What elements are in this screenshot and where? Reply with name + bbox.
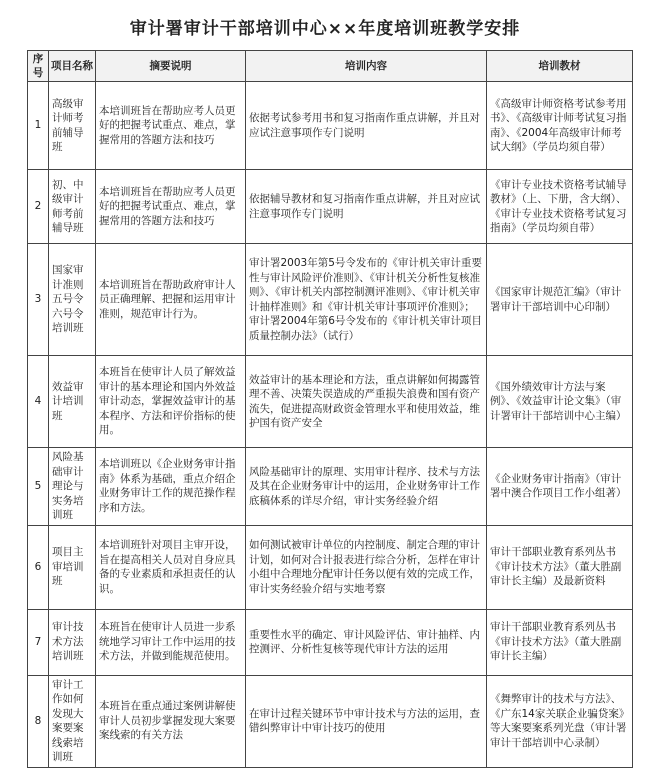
- table-row: [28, 675, 633, 767]
- row-index: 1: [28, 82, 49, 170]
- row-summary: 本班旨在重点通过案例讲解使审计人员初步掌握发现大案要案线索的有关方法: [96, 675, 246, 767]
- row-materials: 审计干部职业教育系列丛书《审计技术方法》（董大胜副审计长主编）: [487, 609, 633, 675]
- header-content: 培训内容: [246, 51, 487, 82]
- row-index: 4: [28, 356, 49, 448]
- row-materials: 《舞弊审计的技术与方法》、《广东14家关联企业骗贷案》等大案要案系列光盘（审计署审计干部培训中心录制）: [487, 675, 633, 767]
- table-row: [28, 356, 633, 448]
- page-title: 审计署审计干部培训中心××年度培训班教学安排: [129, 19, 521, 39]
- row-materials: 《国家审计规范汇编》（审计署审计干部培训中心印制）: [487, 244, 633, 356]
- header-project: 项目名称: [49, 51, 96, 82]
- row-materials: 《审计专业技术资格考试辅导教材》（上、下册，含大纲）、《审计专业技术资格考试复习指南》（学员均须自带）: [487, 170, 633, 244]
- table-row: [28, 609, 633, 675]
- row-summary: 本培训班旨在帮助政府审计人员正确理解、把握和运用审计准则，规范审计行为。: [96, 244, 246, 356]
- row-project: 高级审计师考前辅导班: [49, 82, 96, 170]
- row-project: 项目主审培训班: [49, 525, 96, 609]
- row-content: 效益审计的基本理论和方法，重点讲解如何揭露管理不善、决策失误造成的严重损失浪费和国有资产流失，促进提高财政资金管理水平和使用效益，维护国有资产安全: [246, 356, 487, 448]
- row-summary: 本班旨在使审计人员了解效益审计的基本理论和国内外效益审计动态，掌握效益审计的基本程序、方法和评价指标的使用。: [96, 356, 246, 448]
- table-row: [28, 82, 633, 170]
- row-index: 6: [28, 525, 49, 609]
- table-row: [28, 244, 633, 356]
- row-index: 3: [28, 244, 49, 356]
- header-materials: 培训教材: [487, 51, 633, 82]
- row-project: 效益审计培训班: [49, 356, 96, 448]
- row-content: 依据考试参考用书和复习指南作重点讲解，并且对应试注意事项作专门说明: [246, 82, 487, 170]
- row-summary: 本培训班以《企业财务审计指南》体系为基础，重点介绍企业财务审计工作的规范操作程序和方法。: [96, 448, 246, 526]
- row-index: 7: [28, 609, 49, 675]
- row-summary: 本培训班旨在帮助应考人员更好的把握考试重点、难点，掌握常用的答题方法和技巧: [96, 82, 246, 170]
- table-row: [28, 448, 633, 526]
- row-materials: 《国外绩效审计方法与案例》、《效益审计论文集》（审计署审计干部培训中心主编）: [487, 356, 633, 448]
- row-content: 依据辅导教材和复习指南作重点讲解，并且对应试注意事项作专门说明: [246, 170, 487, 244]
- table-header-row: [28, 51, 633, 82]
- header-summary: 摘要说明: [96, 51, 246, 82]
- row-materials: 《企业财务审计指南》（审计署中澳合作项目工作小组著）: [487, 448, 633, 526]
- row-content: 在审计过程关键环节中审计技术与方法的运用，查错纠弊审计中审计技巧的使用: [246, 675, 487, 767]
- row-content: 风险基础审计的原理、实用审计程序、技术与方法及其在企业财务审计中的运用，企业财务审计工作底稿体系的详尽介绍，审计实务经验介绍: [246, 448, 487, 526]
- row-summary: 本培训班针对项目主审开设，旨在提高相关人员对自身应具备的专业素质和承担责任的认识。: [96, 525, 246, 609]
- row-index: 2: [28, 170, 49, 244]
- row-content: 审计署2003年第5号令发布的《审计机关审计重要性与审计风险评价准则》、《审计机关分析性复核准则》、《审计机关内部控制测评准则》、《审计机关审计抽样准则》和《审计机关审计事项评价准则》；审计署2004年第6号令发布的《审计机关审计项目质量控制办法》（试行）: [246, 244, 487, 356]
- training-schedule-table: [27, 50, 633, 768]
- header-index: 序号: [28, 51, 49, 82]
- row-materials: 《高级审计师资格考试参考用书》、《高级审计师考试复习指南》、《2004年高级审计师考试大纲》（学员均须自带）: [487, 82, 633, 170]
- table-row: [28, 170, 633, 244]
- row-summary: 本班旨在使审计人员进一步系统地学习审计工作中运用的技术方法，并做到能规范使用。: [96, 609, 246, 675]
- row-content: 重要性水平的确定、审计风险评估、审计抽样、内控测评、分析性复核等现代审计方法的运用: [246, 609, 487, 675]
- row-content: 如何测试被审计单位的内控制度、制定合理的审计计划，如何对合计报表进行综合分析，怎样在审计小组中合理地分配审计任务以便有效的完成工作，审计实务经验介绍与实地考察: [246, 525, 487, 609]
- table-row: [28, 525, 633, 609]
- row-summary: 本培训班旨在帮助应考人员更好的把握考试重点、难点，掌握常用的答题方法和技巧: [96, 170, 246, 244]
- row-project: 审计技术方法培训班: [49, 609, 96, 675]
- row-index: 8: [28, 675, 49, 767]
- row-project: 国家审计准则五号令六号令培训班: [49, 244, 96, 356]
- row-project: 风险基础审计理论与实务培训班: [49, 448, 96, 526]
- row-materials: 审计干部职业教育系列丛书《审计技术方法》（董大胜副审计长主编）及最新资料: [487, 525, 633, 609]
- row-project: 审计工作如何发现大案要案线索培训班: [49, 675, 96, 767]
- row-index: 5: [28, 448, 49, 526]
- row-project: 初、中级审计师考前辅导班: [49, 170, 96, 244]
